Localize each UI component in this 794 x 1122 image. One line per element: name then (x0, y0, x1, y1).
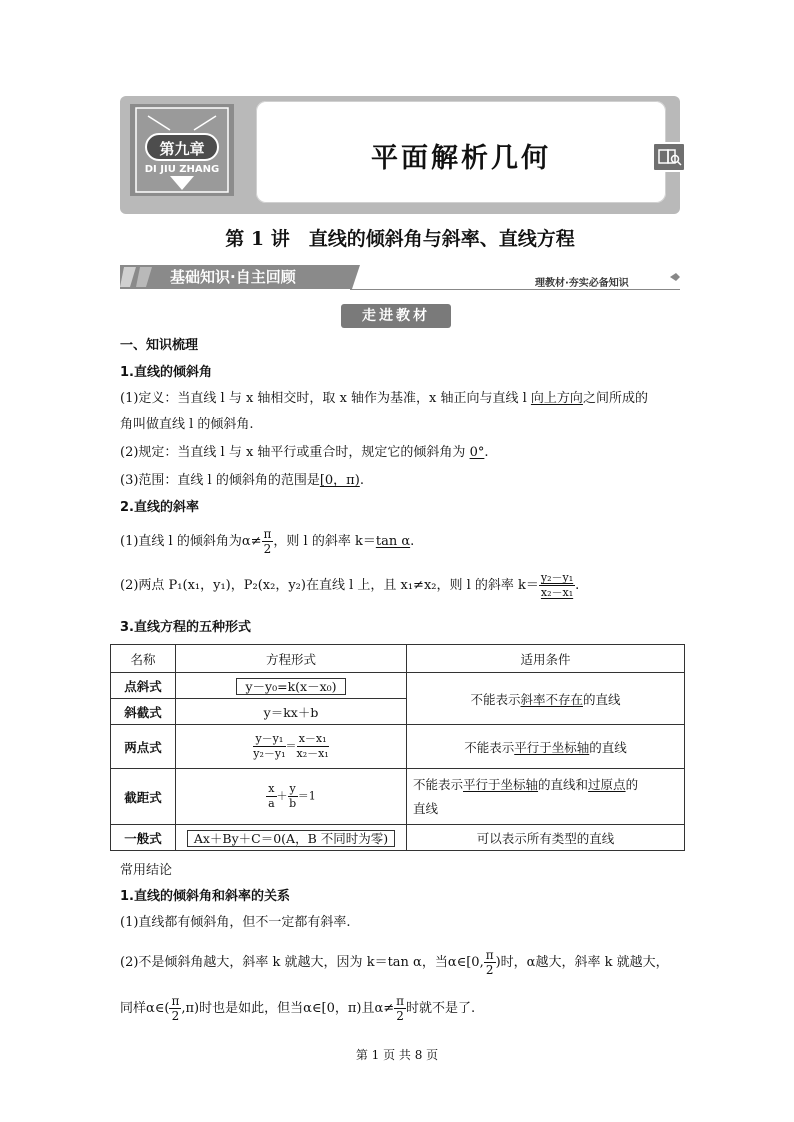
section-rule (350, 289, 680, 290)
header-name: 名称 (111, 645, 176, 673)
section-label: 基础知识·自主回顾 (170, 268, 296, 286)
heading-knowledge: 一、知识梳理 (120, 338, 199, 353)
row-name: 斜截式 (111, 699, 176, 725)
row-condition: 可以表示所有类型的直线 (407, 825, 685, 851)
header-condition: 适用条件 (407, 645, 685, 673)
slope-line-2: (2)两点 P₁(x₁，y₁)，P₂(x₂，y₂)在直线 l 上，且 x₁≠x₂，则 l 的斜率 k＝ $\frac{\text{y₂－y₁}}{\text{x₂－x₁}}$ . (120, 571, 580, 599)
conclusion-line-2: (2)不是倾斜角越大，斜率 k 就越大，因为 k＝tan α，当α∈[0, $\frac{\pi}{2}$ )时，α越大，斜率 k 就越大， (120, 948, 669, 977)
range-line: (3)范围：直线 l 的倾斜角的范围是[0，π). (120, 473, 364, 488)
table-row (111, 769, 685, 825)
row-name: 点斜式 (111, 673, 176, 699)
row-equation: $\frac{x}{a}$ ＋ $\frac{y}{b}$ ＝1 (176, 769, 407, 825)
row-name: 截距式 (111, 769, 176, 825)
table-row (111, 725, 685, 769)
heading-five-forms: 3.直线方程的五种形式 (120, 620, 251, 635)
row-equation: y－y₀=k(x－x₀) (176, 673, 407, 699)
rule-line: (2)规定：当直线 l 与 x 轴平行或重合时，规定它的倾斜角为 0°. (120, 445, 489, 460)
definition-line: (1)定义：当直线 l 与 x 轴相交时，取 x 轴作为基准，x 轴正向与直线 l 向上方向之间所成的 (120, 391, 648, 406)
header-equation: 方程形式 (176, 645, 407, 673)
table-header-row (111, 645, 685, 673)
chapter-badge-text: 第九章 (159, 140, 205, 158)
chapter-title: 平面解析几何 (371, 143, 551, 174)
section-subtitle: 理教材·夯实必备知识 (535, 278, 629, 289)
row-name: 两点式 (111, 725, 176, 769)
conclusion-heading: 常用结论 (120, 863, 173, 878)
row-equation: Ax＋By＋C＝0(A，B 不同时为零) (176, 825, 407, 851)
heading-incline-angle: 1.直线的倾斜角 (120, 365, 212, 380)
section-tag: 走进教材 (341, 304, 451, 328)
conclusion-line-1: (1)直线都有倾斜角，但不一定都有斜率. (120, 915, 351, 930)
lesson-title: 第 1 讲 直线的倾斜角与斜率、直线方程 (225, 228, 575, 250)
table-row (111, 825, 685, 851)
heading-slope: 2.直线的斜率 (120, 500, 199, 515)
definition-line-2: 角叫做直线 l 的倾斜角. (120, 417, 254, 432)
row-condition: 不能表示平行于坐标轴的直线 (407, 725, 685, 769)
row-name: 一般式 (111, 825, 176, 851)
slope-line-1: (1)直线 l 的倾斜角为α≠ $\frac{\pi}{2}$ ，则 l 的斜率 k＝tan α. (120, 527, 415, 556)
equation-forms-table (110, 644, 685, 851)
row-equation: $\frac{\text{y－y₁}}{\text{y₂－y₁}}$ ＝ $\frac{\text{x－x₁}}{\text{x₂－x₁}}$ (176, 725, 407, 769)
book-search-icon (652, 142, 686, 172)
conclusion-subheading: 1.直线的倾斜角和斜率的关系 (120, 889, 290, 904)
row-condition: 不能表示斜率不存在的直线 (407, 673, 685, 725)
page-footer: 第 1 页 共 8 页 (355, 1048, 439, 1062)
row-equation: y＝kx＋b (176, 699, 407, 725)
chapter-pinyin: DI JIU ZHANG (144, 164, 220, 175)
row-condition: 不能表示平行于坐标轴的直线和过原点的 直线 (407, 769, 685, 825)
table-row (111, 673, 685, 699)
conclusion-line-3: 同样α∈( $\frac{\pi}{2}$ ,π)时也是如此，但当α∈[0，π)且α≠ $\frac{\pi}{2}$ 时就不是了. (120, 994, 476, 1023)
